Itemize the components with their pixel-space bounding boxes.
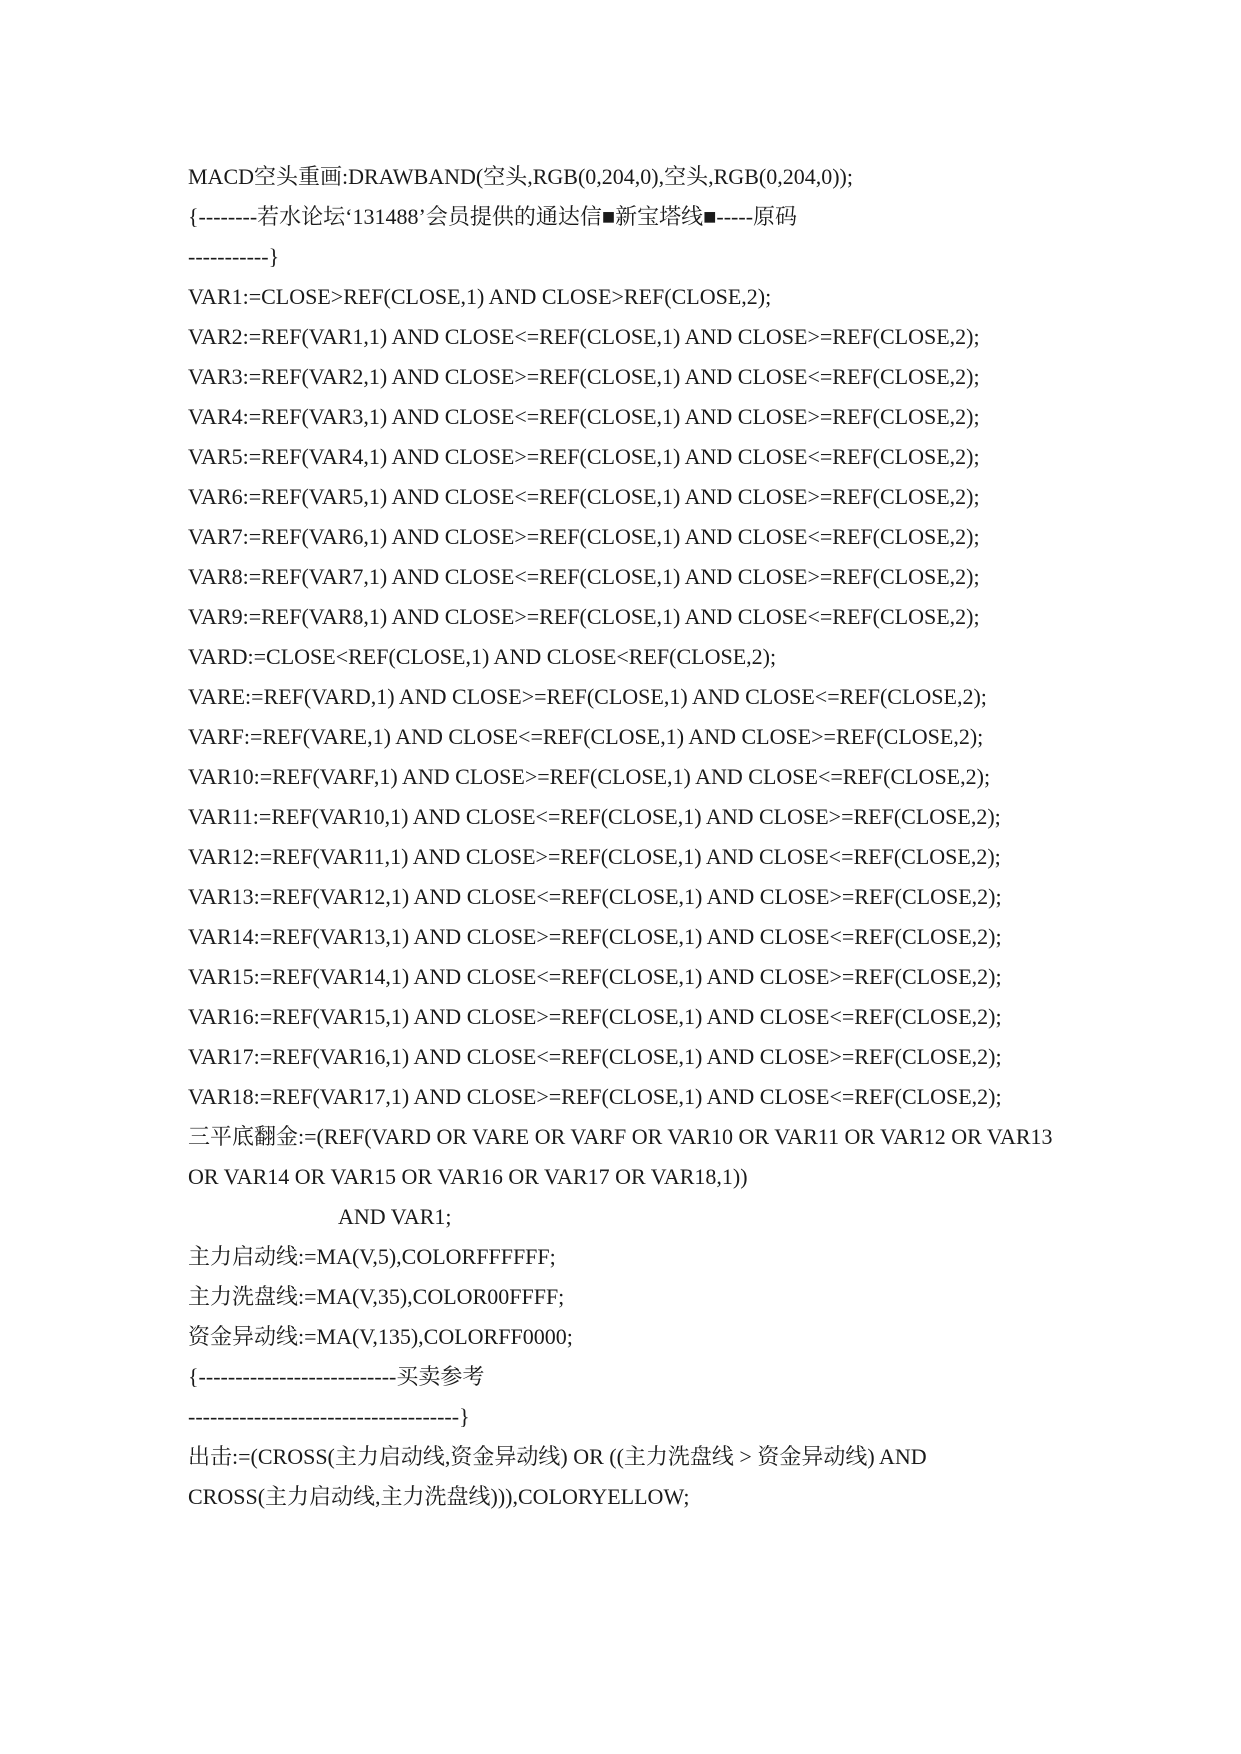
code-line-indented: AND VAR1; [338,1204,452,1229]
code-line: VAR5:=REF(VAR4,1) AND CLOSE>=REF(CLOSE,1) AND CLOSE<=REF(CLOSE,2); [188,444,980,469]
code-line: VAR1:=CLOSE>REF(CLOSE,1) AND CLOSE>REF(CLOSE,2); [188,284,772,309]
code-line: VAR2:=REF(VAR1,1) AND CLOSE<=REF(CLOSE,1) AND CLOSE>=REF(CLOSE,2); [188,324,980,349]
code-line: 主力启动线:=MA(V,5),COLORFFFFFF; [188,1244,556,1269]
code-line: VAR18:=REF(VAR17,1) AND CLOSE>=REF(CLOSE,1) AND CLOSE<=REF(CLOSE,2); [188,1084,1002,1109]
code-line: VAR7:=REF(VAR6,1) AND CLOSE>=REF(CLOSE,1) AND CLOSE<=REF(CLOSE,2); [188,524,980,549]
code-line: 资金异动线:=MA(V,135),COLORFF0000; [188,1324,573,1349]
code-line: VAR16:=REF(VAR15,1) AND CLOSE>=REF(CLOSE,1) AND CLOSE<=REF(CLOSE,2); [188,1004,1002,1029]
code-line: VARF:=REF(VARE,1) AND CLOSE<=REF(CLOSE,1) AND CLOSE>=REF(CLOSE,2); [188,724,984,749]
code-line: VARD:=CLOSE<REF(CLOSE,1) AND CLOSE<REF(CLOSE,2); [188,644,777,669]
code-line: VARE:=REF(VARD,1) AND CLOSE>=REF(CLOSE,1) AND CLOSE<=REF(CLOSE,2); [188,684,987,709]
code-line: 主力洗盘线:=MA(V,35),COLOR00FFFF; [188,1284,565,1309]
code-line: VAR6:=REF(VAR5,1) AND CLOSE<=REF(CLOSE,1) AND CLOSE>=REF(CLOSE,2); [188,484,980,509]
code-line: VAR3:=REF(VAR2,1) AND CLOSE>=REF(CLOSE,1) AND CLOSE<=REF(CLOSE,2); [188,364,980,389]
code-line: VAR14:=REF(VAR13,1) AND CLOSE>=REF(CLOSE,1) AND CLOSE<=REF(CLOSE,2); [188,924,1002,949]
code-line: CROSS(主力启动线,主力洗盘线))),COLORYELLOW; [188,1484,690,1509]
document-page [188,157,1148,1517]
code-line: VAR15:=REF(VAR14,1) AND CLOSE<=REF(CLOSE,1) AND CLOSE>=REF(CLOSE,2); [188,964,1002,989]
code-comment-line: {---------------------------买卖参考 [188,1364,485,1389]
code-line: VAR13:=REF(VAR12,1) AND CLOSE<=REF(CLOSE,1) AND CLOSE>=REF(CLOSE,2); [188,884,1002,909]
code-line: VAR17:=REF(VAR16,1) AND CLOSE<=REF(CLOSE,1) AND CLOSE>=REF(CLOSE,2); [188,1044,1002,1069]
code-line: VAR4:=REF(VAR3,1) AND CLOSE<=REF(CLOSE,1) AND CLOSE>=REF(CLOSE,2); [188,404,980,429]
code-line: 出击:=(CROSS(主力启动线,资金异动线) OR ((主力洗盘线 > 资金异动线) AND [188,1444,927,1469]
code-line: VAR12:=REF(VAR11,1) AND CLOSE>=REF(CLOSE,1) AND CLOSE<=REF(CLOSE,2); [188,844,1001,869]
code-line: MACD空头重画:DRAWBAND(空头,RGB(0,204,0),空头,RGB(0,204,0)); [188,164,853,189]
code-line: VAR8:=REF(VAR7,1) AND CLOSE<=REF(CLOSE,1) AND CLOSE>=REF(CLOSE,2); [188,564,980,589]
code-line: 三平底翻金:=(REF(VARD OR VARE OR VARF OR VAR10 OR VAR11 OR VAR12 OR VAR13 [188,1124,1053,1149]
code-comment-line: -------------------------------------} [188,1404,470,1429]
code-comment-line: {--------若水论坛‘131488’会员提供的通达信■新宝塔线■-----原码 [188,204,798,229]
code-line: OR VAR14 OR VAR15 OR VAR16 OR VAR17 OR VAR18,1)) [188,1164,748,1189]
code-line: VAR9:=REF(VAR8,1) AND CLOSE>=REF(CLOSE,1) AND CLOSE<=REF(CLOSE,2); [188,604,980,629]
code-line: VAR11:=REF(VAR10,1) AND CLOSE<=REF(CLOSE,1) AND CLOSE>=REF(CLOSE,2); [188,804,1001,829]
code-comment-line: -----------} [188,244,280,269]
code-line: VAR10:=REF(VARF,1) AND CLOSE>=REF(CLOSE,1) AND CLOSE<=REF(CLOSE,2); [188,764,991,789]
